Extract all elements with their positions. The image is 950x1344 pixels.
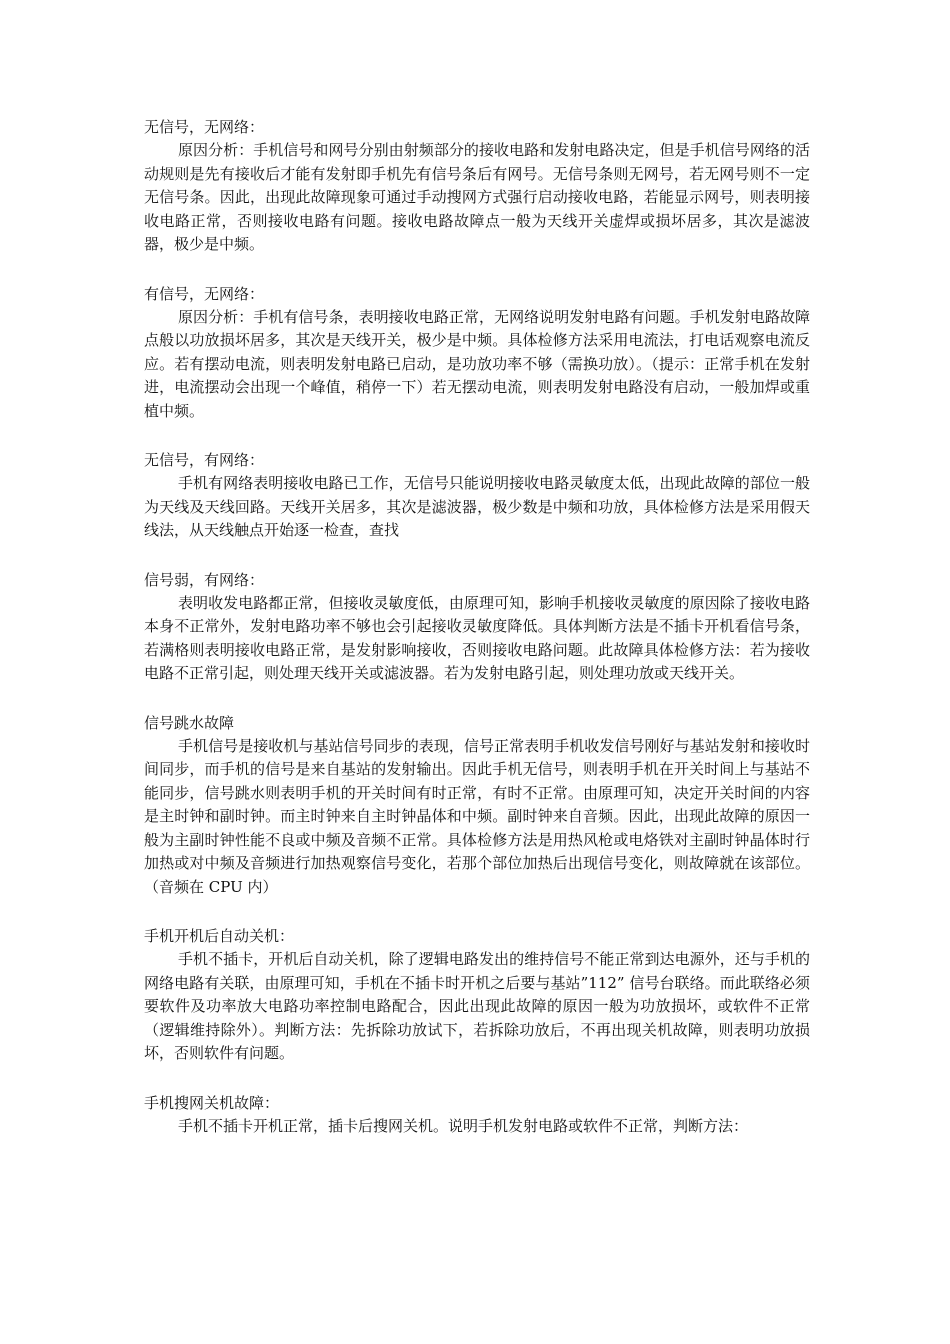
section-body: 手机不插卡，开机后自动关机，除了逻辑电路发出的维持信号不能正常到达电源外，还与手机的网络电路有关联，由原理可知，手机在不插卡时开机之后要与基站”112” 信号台联络。而此联络必须要软件及功率放大电路功率控制电路配合，因此出现此故障的原因一般为功放损坏，或软件不正常（逻辑维持除外）。判断方法：先拆除功放试下，若拆除功放后，不再出现关机故障，则表明功放损坏，否则软件有问题。	[144, 950, 810, 1062]
section-body: 原因分析：手机有信号条，表明接收电路正常，无网络说明发射电路有问题。手机发射电路故障点般以功放损坏居多，其次是天线开关，极少是中频。具体检修方法采用电流法，打电话观察电流反应。若有摆动电流，则表明发射电路已启动，是功放功率不够（需换功放）。（提示：正常手机在发射进，电流摆动会出现一个峰值，稍停一下）若无摆动电流，则表明发射电路没有启动，一般加焊或重植中频。	[144, 307, 810, 420]
section-body: 手机不插卡开机正常，插卡后搜网关机。说明手机发射电路或软件不正常，判断方法：	[178, 1116, 749, 1135]
document-page	[144, 115, 810, 1163]
section-body: 手机有网络表明接收电路已工作，无信号只能说明接收电路灵敏度太低，出现此故障的部位一般为天线及天线回路。天线开关居多，其次是滤波器，极少数是中频和功放，具体检修方法是采用假天线法，从天线触点开始逐一检查，查找	[144, 474, 810, 539]
section-heading: 无信号，无网络：	[144, 118, 265, 136]
section-signal-dropout-fault	[144, 711, 810, 900]
section-heading: 手机搜网关机故障：	[144, 1093, 280, 1112]
section-heading: 无信号，有网络：	[144, 451, 265, 469]
section-weak-signal-has-network	[144, 568, 810, 686]
section-heading: 信号跳水故障	[144, 713, 235, 732]
section-heading: 信号弱，有网络：	[144, 570, 265, 589]
section-heading: 手机开机后自动关机：	[144, 927, 295, 945]
section-no-signal-has-network	[144, 448, 810, 543]
section-heading: 有信号，无网络：	[144, 284, 265, 303]
section-body: 表明收发电路都正常，但接收灵敏度低，由原理可知，影响手机接收灵敏度的原因除了接收电路本身不正常外，发射电路功率不够也会引起接收灵敏度降低。具体判断方法是不插卡开机看信号条，若满格则表明接收电路正常，是发射影响接收，否则接收电路问题。此故障具体检修方法：若为接收电路不正常引起，则处理天线开关或滤波器。若为发射电路引起，则处理功放或天线开关。	[144, 593, 810, 682]
section-body: 手机信号是接收机与基站信号同步的表现，信号正常表明手机收发信号刚好与基站发射和接收时间同步，而手机的信号是来自基站的发射输出。因此手机无信号，则表明手机在开关时间上与基站不能同步，信号跳水则表明手机的开关时间有时正常，有时不正常。由原理可知，决定开关时间的内容是主时钟和副时钟。而主时钟来自主时钟晶体和中频。副时钟来自音频。因此，出现此故障的原因一般为主副时钟性能不良或中频及音频不正常。具体检修方法是用热风枪或电烙铁对主副时钟晶体时行加热或对中频及音频进行加热观察信号变化，若那个部位加热后出现信号变化，则故障就在该部位。（音频在 CPU 内）	[144, 736, 810, 896]
section-body: 原因分析：手机信号和网号分别由射频部分的接收电路和发射电路决定，但是手机信号网络的活动规则是先有接收后才能有发射即手机先有信号条后有网号。无信号条则无网号，若无网号则不一定无信号条。因此，出现此故障现象可通过手动搜网方式强行启动接收电路，若能显示网号，则表明接收电路正常，否则接收电路有问题。接收电路故障点一般为天线开关虚焊或损坏居多，其次是滤波器，极少是中频。	[144, 141, 810, 253]
section-signal-no-network	[144, 282, 810, 424]
section-auto-shutdown-after-boot	[144, 924, 810, 1066]
section-network-search-shutdown	[144, 1091, 810, 1139]
section-no-signal-no-network	[144, 115, 810, 257]
